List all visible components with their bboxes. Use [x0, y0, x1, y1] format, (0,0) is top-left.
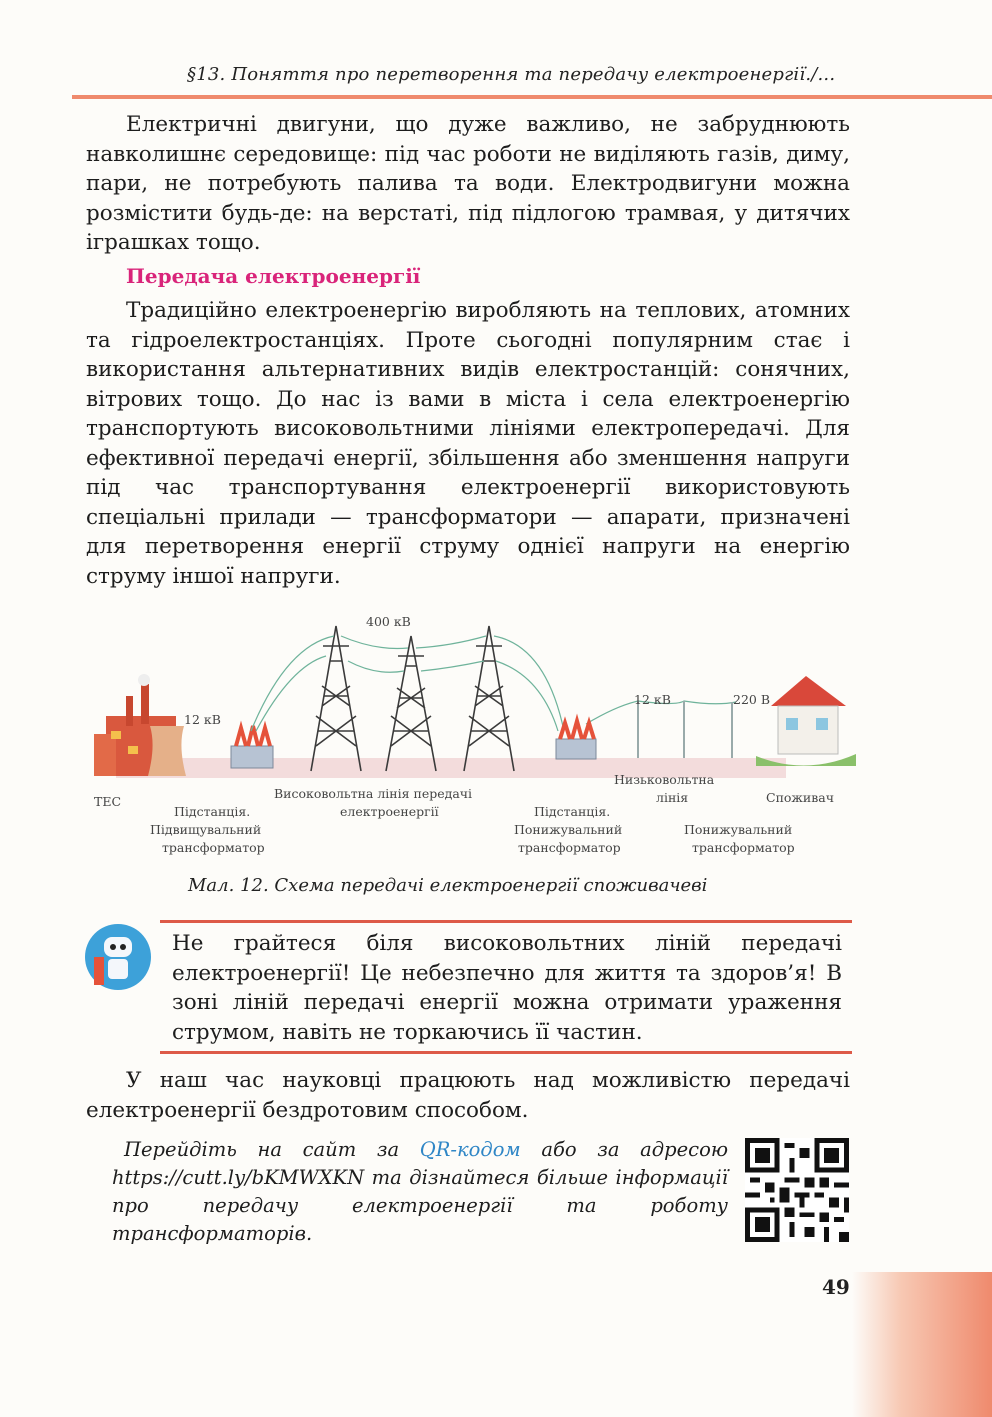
power-plant-icon	[94, 674, 186, 776]
label-lv-l2: лінія	[656, 790, 689, 805]
label-step-l2: трансформатор	[692, 840, 795, 855]
qr-link[interactable]: QR-кодом	[419, 1138, 521, 1161]
label-sub2-l3: трансформатор	[518, 840, 621, 855]
label-step-l1: Понижувальний	[684, 822, 793, 837]
qr-instruction	[112, 1136, 728, 1248]
label-lv-l1: Низьковольтна	[614, 772, 715, 787]
paragraph-motors	[86, 110, 850, 258]
label-400kv: 400 кВ	[366, 614, 411, 629]
power-transmission-diagram	[86, 606, 856, 868]
figure-caption: Мал. 12. Схема передачі електроенергії споживачеві	[188, 875, 708, 896]
warning-text: Не грайтеся біля високовольтних ліній передачі електроенергії! Це небезпечно для життя та здоров’я! В зоні ліній передачі енергії можна отримати ураження струмом, навіть не торкаючись її частин.	[172, 931, 842, 1045]
warning-rule-top	[160, 920, 852, 923]
paragraph-wireless-text: У наш час науковці працюють над можливістю передачі електроенергії бездротовим способом.	[86, 1068, 850, 1123]
label-tes: ТЕС	[94, 794, 122, 809]
label-hv-l1: Високовольтна лінія передачі	[274, 786, 473, 801]
label-consumer: Споживач	[766, 790, 835, 805]
label-sub2-l1: Підстанція.	[534, 804, 611, 819]
label-sub1-l1: Підстанція.	[174, 804, 251, 819]
running-header: §13. Поняття про перетворення та передачу електроенергії./...	[187, 64, 836, 85]
label-sub2-l2: Понижувальний	[514, 822, 623, 837]
label-12kv-b: 12 кВ	[634, 692, 671, 707]
paragraph-transmission-text: Традиційно електроенергію виробляють на теплових, атомних та гідроелектростанціях. Проте сьогодні популярним стає і використання альтернативних видів електростанцій: сонячних, вітрових тощо. До нас із вами в міста і села електроенергію транспортують високовольтними лініями електропередачі. Для ефективної передачі енергії, збільшення або зменшення напруги під час транспортування електроенергії використовують спеціальні прилади — трансформатори — апарати, призначені для перетворення енергії струму однієї напруги на енергію струму іншої напруги.	[86, 298, 850, 589]
step-up-substation-icon	[231, 726, 273, 768]
page-corner-band	[852, 1272, 992, 1417]
paragraph-motors-text: Електричні двигуни, що дуже важливо, не забруднюють навколишнє середовище: під час роботи не виділяють газів, диму, пари, не потребують палива та води. Електродвигуни можна розмістити будь-де: на верстаті, під підлогою трамвая, у дитячих іграшках тощо.	[86, 112, 850, 255]
house-icon	[756, 676, 856, 766]
qr-code-icon[interactable]	[745, 1138, 849, 1242]
high-voltage-towers	[311, 626, 514, 771]
header-rule	[72, 95, 992, 99]
low-voltage-poles	[638, 701, 732, 758]
robot-mascot-icon	[84, 923, 152, 991]
label-sub1-l3: трансформатор	[162, 840, 265, 855]
step-down-substation-icon	[556, 721, 596, 759]
paragraph-transmission	[86, 296, 850, 591]
qr-text-before: Перейдіть на сайт за	[124, 1138, 420, 1161]
page-number: 49	[822, 1275, 850, 1299]
paragraph-wireless	[86, 1066, 850, 1125]
label-220v: 220 В	[733, 692, 771, 707]
qr-text-after: або за адресою https://cutt.ly/bKMWXKN та дізнайтеся більше інформації про передачу електроенергії та роботу трансформаторів.	[112, 1138, 729, 1245]
label-12kv-a: 12 кВ	[184, 712, 221, 727]
section-subheading: Передача електроенергії	[126, 264, 421, 288]
warning-rule-bottom	[160, 1051, 852, 1054]
label-sub1-l2: Підвищувальний	[150, 822, 262, 837]
label-hv-l2: електроенергії	[340, 804, 439, 819]
